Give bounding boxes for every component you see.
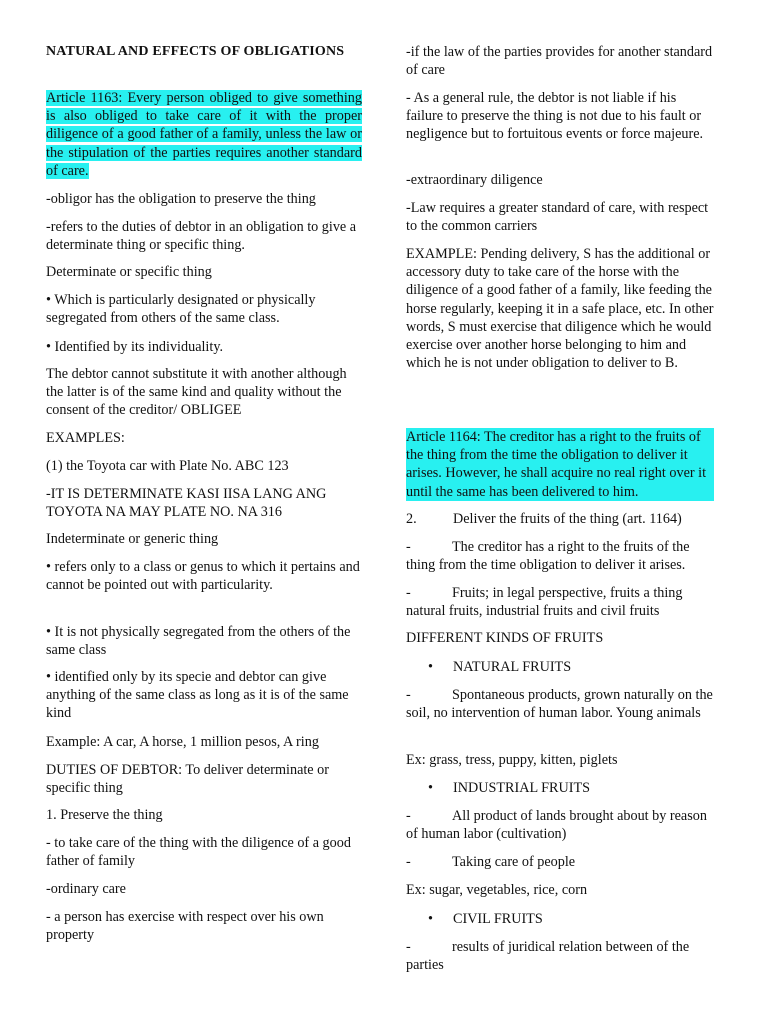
example-natural: Ex: grass, tress, puppy, kitten, piglets	[406, 752, 618, 768]
dash-marker: -	[406, 939, 411, 955]
paragraph-common-carriers: -Law requires a greater standard of care, with respect to the common carriers	[406, 200, 709, 235]
paragraph-text: Spontaneous products, grown naturally on the soil, no intervention of human labor. Young animals	[406, 687, 713, 722]
paragraph-text: The creditor has a right to the fruits of the thing from the time obligation to deliver it arises.	[406, 539, 690, 574]
bullet-icon: •	[428, 911, 433, 927]
bullet-individuality: • Identified by its individuality.	[46, 339, 224, 355]
paragraph-text: Fruits; in legal perspective, fruits a thing natural fruits, industrial fruits and civil fruits	[406, 585, 683, 620]
heading-kinds-of-fruits: DIFFERENT KINDS OF FRUITS	[406, 630, 604, 646]
paragraph-ordinary-care: -ordinary care	[46, 881, 126, 897]
bullet-specie: • identified only by its specie and debtor can give anything of the same class as long as it is of the same kind	[46, 669, 349, 722]
paragraph-creditor-right	[406, 538, 714, 574]
paragraph-substitute: The debtor cannot substitute it with another although the latter is of the same kind and quality without the consent of the creditor/ OBLIGEE	[46, 366, 347, 419]
article-1164-highlighted: Article 1164: The creditor has a right to the fruits of the thing from the time the obligation to deliver it arises. However, he shall acquire no real right over it until the same has been delivered to him.	[406, 428, 714, 501]
heading-duties-of-debtor: DUTIES OF DEBTOR: To deliver determinate or specific thing	[46, 762, 329, 797]
paragraph-duties: -refers to the duties of debtor in an obligation to give a determinate thing or specific thing.	[46, 219, 357, 254]
example-generic: Example: A car, A horse, 1 million pesos, A ring	[46, 734, 319, 750]
bullet-class-genus: • refers only to a class or genus to which it pertains and cannot be pointed out with particularity.	[46, 559, 360, 594]
note-determinate: -IT IS DETERMINATE KASI IISA LANG ANG TOYOTA NA MAY PLATE NO. NA 316	[46, 486, 327, 521]
bullet-civil-fruits	[406, 910, 736, 928]
bullet-natural-fruits	[406, 658, 736, 676]
paragraph-general-rule: - As a general rule, the debtor is not liable if his failure to preserve the thing is not due to his fault or negligence but to fortuitous events or force majeure.	[406, 90, 704, 143]
dash-marker: -	[406, 585, 411, 601]
paragraph-juridical	[406, 938, 714, 974]
bullet-industrial-fruits	[406, 779, 736, 797]
bullet-text: CIVIL FRUITS	[453, 911, 543, 927]
paragraph-taking-care	[406, 853, 714, 871]
bullet-not-segregated: • It is not physically segregated from the others of the same class	[46, 624, 351, 659]
paragraph-fruits-definition	[406, 584, 714, 620]
bullet-icon: •	[428, 659, 433, 675]
paragraph-spontaneous	[406, 686, 714, 722]
paragraph-text: All product of lands brought about by reason of human labor (cultivation)	[406, 808, 707, 843]
list-item-preserve: 1. Preserve the thing	[46, 807, 163, 823]
paragraph-obligor: -obligor has the obligation to preserve the thing	[46, 191, 316, 207]
paragraph-take-care: - to take care of the thing with the diligence of a good father of family	[46, 835, 351, 870]
list-item-text: Deliver the fruits of the thing (art. 1164)	[453, 511, 682, 527]
bullet-designated: • Which is particularly designated or physically segregated from others of the same class.	[46, 292, 316, 327]
dash-marker: -	[406, 687, 411, 703]
bullet-text: NATURAL FRUITS	[453, 659, 572, 675]
article-1163-highlighted	[46, 89, 362, 180]
heading-indeterminate: Indeterminate or generic thing	[46, 531, 219, 547]
section-title: NATURAL AND EFFECTS OF OBLIGATIONS	[46, 44, 345, 59]
bullet-icon: •	[428, 780, 433, 796]
paragraph-example-horse: EXAMPLE: Pending delivery, S has the additional or accessory duty to take care of the horse with the diligence of a good father of a family, like feeding the horse regularly, keeping it in a safe place, etc. In other words, S must exercise that diligence which he would exercise over another horse belonging to him and which he is not under obligation to deliver to B.	[406, 246, 714, 372]
dash-marker: -	[406, 539, 411, 555]
list-number: 2.	[406, 511, 417, 527]
article-1163-text: Article 1163: Every person obliged to give something is also obliged to take care of it with the proper diligence of a good father of a family, unless the law or the stipulation of the parties requires another standard of care.	[46, 90, 362, 179]
paragraph-text: Taking care of people	[452, 854, 576, 870]
example-toyota: (1) the Toyota car with Plate No. ABC 123	[46, 458, 289, 474]
paragraph-text: results of juridical relation between of the parties	[406, 939, 690, 974]
example-industrial: Ex: sugar, vegetables, rice, corn	[406, 882, 588, 898]
bullet-text: INDUSTRIAL FRUITS	[453, 780, 591, 796]
paragraph-extraordinary-diligence: -extraordinary diligence	[406, 172, 543, 188]
heading-determinate: Determinate or specific thing	[46, 264, 212, 280]
paragraph-own-property: - a person has exercise with respect over his own property	[46, 909, 324, 944]
heading-examples: EXAMPLES:	[46, 430, 125, 446]
paragraph-law-of-parties: -if the law of the parties provides for another standard of care	[406, 44, 713, 79]
paragraph-human-labor	[406, 807, 714, 843]
list-item-deliver-fruits	[406, 510, 714, 528]
dash-marker: -	[406, 808, 411, 824]
dash-marker: -	[406, 854, 411, 870]
